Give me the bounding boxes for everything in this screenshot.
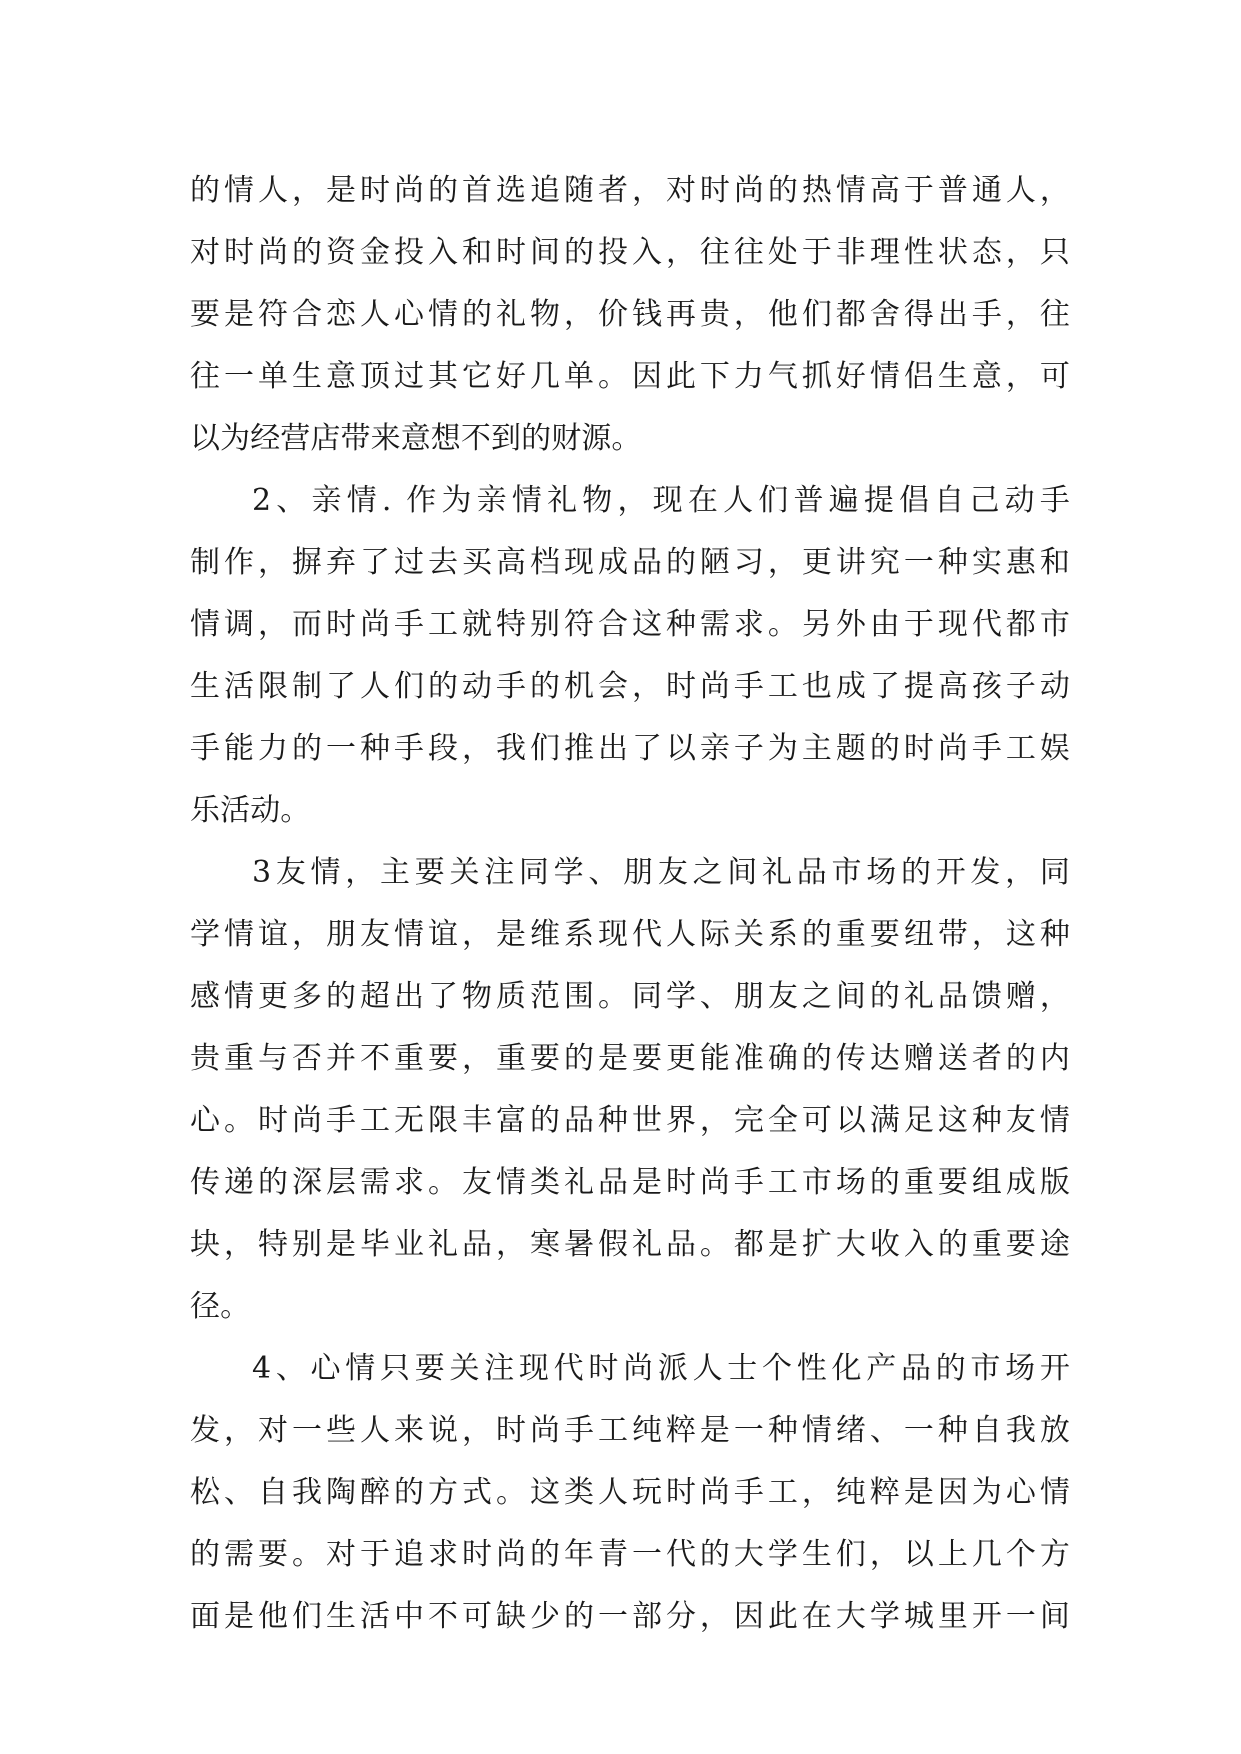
text-line: 2、亲情. 作为亲情礼物，现在人们普遍提倡自己动手 — [252, 483, 1070, 518]
text-line: 感情更多的超出了物质范围。同学、朋友之间的礼品馈赠， — [190, 979, 1070, 1014]
text-line: 贵重与否并不重要，重要的是要更能准确的传达赠送者的内 — [190, 1041, 1070, 1076]
text-line: 的需要。对于追求时尚的年青一代的大学生们，以上几个方 — [190, 1537, 1070, 1572]
paragraph-4 — [190, 1338, 1070, 1648]
text-line: 的情人，是时尚的首选追随者，对时尚的热情高于普通人， — [190, 173, 1070, 208]
text-line: 4、心情只要关注现代时尚派人士个性化产品的市场开 — [252, 1351, 1070, 1386]
text-line: 以为经营店带来意想不到的财源。 — [190, 421, 642, 456]
text-line: 传递的深层需求。友情类礼品是时尚手工市场的重要组成版 — [190, 1165, 1070, 1200]
text-line: 往一单生意顶过其它好几单。因此下力气抓好情侣生意，可 — [190, 359, 1070, 394]
text-line: 制作，摒弃了过去买高档现成品的陋习，更讲究一种实惠和 — [190, 545, 1070, 580]
text-line: 乐活动。 — [190, 793, 311, 828]
text-line: 面是他们生活中不可缺少的一部分，因此在大学城里开一间 — [190, 1599, 1070, 1634]
text-line: 要是符合恋人心情的礼物，价钱再贵，他们都舍得出手，往 — [190, 297, 1070, 332]
paragraph-1 — [190, 160, 1070, 470]
text-line: 径。 — [190, 1289, 251, 1324]
document-body — [190, 160, 1070, 1648]
text-line: 学情谊，朋友情谊，是维系现代人际关系的重要纽带，这种 — [190, 917, 1070, 952]
text-line: 生活限制了人们的动手的机会，时尚手工也成了提高孩子动 — [190, 669, 1070, 704]
paragraph-3 — [190, 842, 1070, 1338]
text-line: 对时尚的资金投入和时间的投入，往往处于非理性状态，只 — [190, 235, 1070, 270]
text-line: 松、自我陶醉的方式。这类人玩时尚手工，纯粹是因为心情 — [190, 1475, 1070, 1510]
paragraph-2 — [190, 470, 1070, 842]
text-line: 情调，而时尚手工就特别符合这种需求。另外由于现代都市 — [190, 607, 1070, 642]
text-line: 发，对一些人来说，时尚手工纯粹是一种情绪、一种自我放 — [190, 1413, 1070, 1448]
text-line: 3友情，主要关注同学、朋友之间礼品市场的开发，同 — [252, 855, 1070, 890]
text-line: 心。时尚手工无限丰富的品种世界，完全可以满足这种友情 — [190, 1103, 1070, 1138]
text-line: 手能力的一种手段，我们推出了以亲子为主题的时尚手工娱 — [190, 731, 1070, 766]
text-line: 块，特别是毕业礼品，寒暑假礼品。都是扩大收入的重要途 — [190, 1227, 1070, 1262]
